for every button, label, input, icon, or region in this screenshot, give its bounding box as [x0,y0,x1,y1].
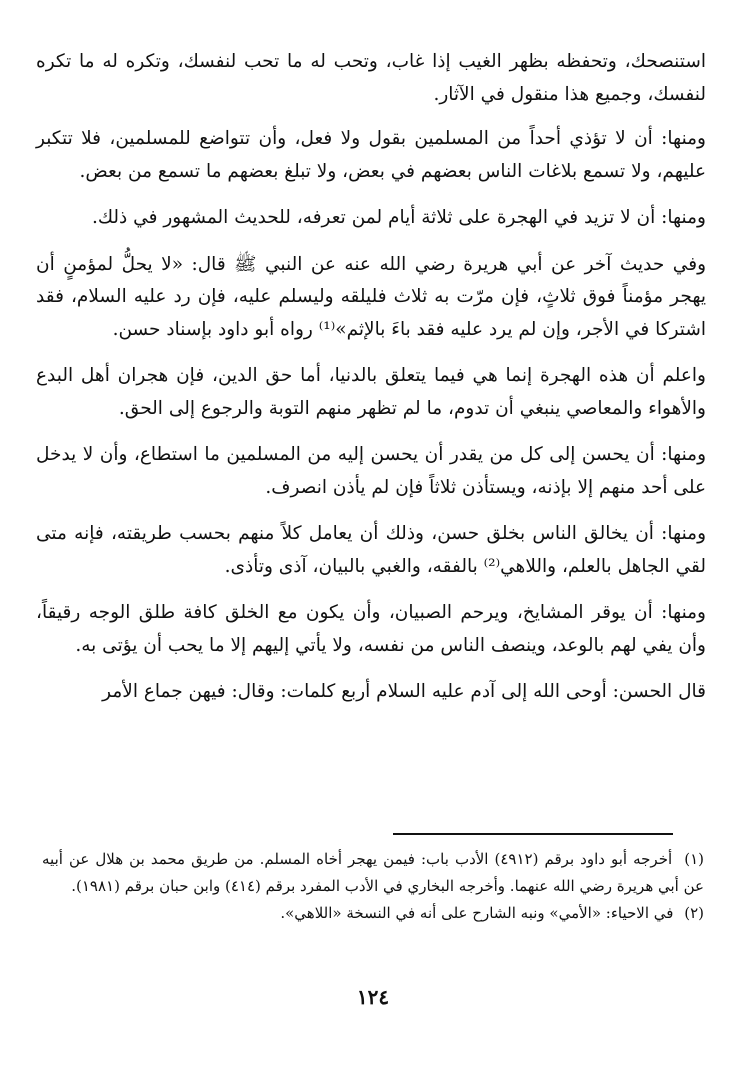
footnote-separator [393,833,673,835]
main-text [36,46,706,709]
footnote-text: أخرجه أبو داود برقم (٤٩١٢) الأدب باب: فيمن يهجر أخاه المسلم. من طريق محمد بن هلال عن أبيه عن أبي هريرة رضي الله عنهما. وأخرجه البخاري في الأدب المفرد برقم (٤١٤) وابن حبان برقم (١٩٨١). [42,850,704,895]
paragraph: واعلم أن هذه الهجرة إنما هي فيما يتعلق بالدنيا، أما حق الدين، فإن هجران أهل البدع والأهواء والمعاصي ينبغي أن تدوم، ما لم تظهر منهم التوبة والرجوع إلى الحق. [36,365,706,419]
paragraph: قال الحسن: أوحى الله إلى آدم عليه السلام أربع كلمات: وقال: فيهن جماع الأمر [102,681,706,702]
paragraph: ومنها: أن لا تؤذي أحداً من المسلمين بقول ولا فعل، وأن تتواضع للمسلمين، فلا تتكبر عليهم، ولا تسمع بلاغات الناس بعضهم في بعض، ولا تبلغ بعضهم ما تسمع من بعض. [36,128,706,182]
page-number: ١٢٤ [356,985,390,1009]
footnote-number: (١) [684,850,704,868]
paragraph: ومنها: أن يوقر المشايخ، ويرحم الصبيان، وأن يكون مع الخلق كافة طلق الوجه رقيقاً، وأن يفي لهم بالوعد، وينصف الناس من نفسه، ولا يأتي إليهم إلا ما يحب أن يؤتى به. [36,602,706,656]
paragraph: استنصحك، وتحفظه بظهر الغيب إذا غاب، وتحب له ما تحب لنفسك، وتكره له ما تكره لنفسك، وجميع هذا منقول في الآثار. [36,51,706,105]
footnote-number: (٢) [684,904,704,922]
footnote-text: في الاحياء: «الأمي» ونبه الشارح على أنه في النسخة «اللاهي». [280,904,674,922]
footnote-item [42,846,704,900]
footnotes [42,846,704,927]
paragraph: ومنها: أن يحسن إلى كل من يقدر أن يحسن إليه من المسلمين ما استطاع، وأن لا يدخل على أحد منهم إلا بإذنه، ويستأذن ثلاثاً فإن لم يأذن انصرف. [36,444,706,498]
paragraph: ومنها: أن لا تزيد في الهجرة على ثلاثة أيام لمن تعرفه، للحديث المشهور في ذلك. [91,207,706,228]
paragraph: ومنها: أن يخالق الناس بخلق حسن، وذلك أن يعامل كلاً منهم بحسب طريقته، فإنه متى لقي الجاهل بالعلم، واللاهي⁽²⁾ بالفقه، والغبي بالبيان، آذى وتأذى. [36,523,706,577]
footnote-item [42,900,704,927]
paragraph: وفي حديث آخر عن أبي هريرة رضي الله عنه عن النبي ﷺ قال: «لا يحلُّ لمؤمنٍ أن يهجر مؤمناً فوق ثلاثٍ، فإن مرّت به ثلاث فليلقه وليسلم عليه، فإن رد عليه السلام، فقد اشتركا في الأجر، وإن لم يرد عليه فقد باءَ بالإثم»⁽¹⁾ رواه أبو داود بإسناد حسن. [36,253,706,340]
